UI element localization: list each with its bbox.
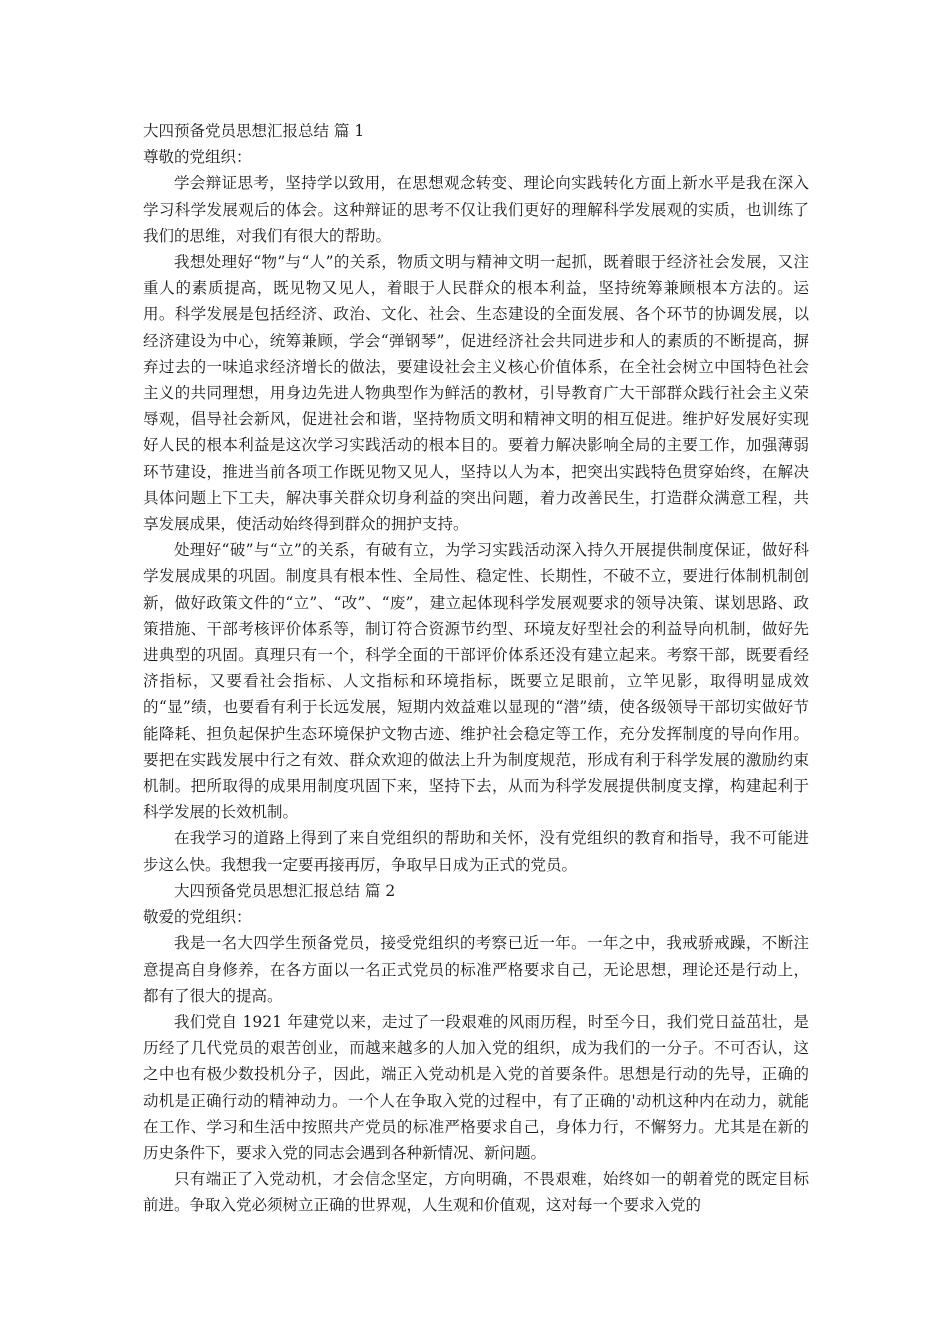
section-2-paragraph-3: 只有端正了入党动机，才会信念坚定，方向明确，不畏艰难，始终如一的朝着党的既定目标前进。争取入党必须树立正确的世界观，人生观和价值观，这对每一个要求入党的 <box>143 1170 809 1215</box>
section-2-paragraph-1: 我是一名大四学生预备党员，接受党组织的考察已近一年。一年之中，我戒骄戒躁，不断注意提高自身修养，在各方面以一名正式党员的标准严格要求自己，无论思想，理论还是行动上，都有了很大的提高。 <box>143 934 809 1005</box>
section-1-paragraph-3: 处理好“破”与“立”的关系，有破有立，为学习实践活动深入持久开展提供制度保证，做好科学发展成果的巩固。制度具有根本性、全局性、稳定性、长期性，不破不立，要进行体制机制创新，做好政策文件的“立”、“改”、“废”，建立起体现科学发展观要求的领导决策、谋划思路、政策措施、干部考核评价体系等，制订符合资源节约型、环境友好型社会的利益导向机制，做好先进典型的巩固。真理只有一个，科学全面的干部评价体系还没有建立起来。考察干部，既要看经济指标，又要看社会指标、人文指标和环境指标，既要立足眼前，立竿见影，取得明显成效的“显”绩，也要看有利于长远发展，短期内效益难以显现的“潜”绩，使各级领导干部切实做好节能降耗、担负起保护生态环境保护文物古迹、维护社会稳定等工作，充分发挥制度的导向作用。要把在实践发展中行之有效、群众欢迎的做法上升为制度规范，形成有利于科学发展的激励约束机制。把所取得的成果用制度巩固下来，坚持下去，从而为科学发展提供制度支撑，构建起利于科学发展的长效机制。 <box>143 541 809 822</box>
section-1-paragraph-4: 在我学习的道路上得到了来自党组织的帮助和关怀，没有党组织的教育和指导，我不可能进步这么快。我想我一定要再接再厉，争取早日成为正式的党员。 <box>143 829 809 874</box>
section-1-salutation: 尊敬的党组织： <box>143 148 252 167</box>
section-2-title: 大四预备党员思想汇报总结 篇 2 <box>174 881 396 900</box>
section-1-paragraph-2: 我想处理好“物”与“人”的关系，物质文明与精神文明一起抓，既着眼于经济社会发展，又注重人的素质提高，既见物又见人，着眼于人民群众的根本利益，坚持统筹兼顾根本方法的。运用。科学发展是包括经济、政治、文化、社会、生态建设的全面发展、各个环节的协调发展，以经济建设为中心，统筹兼顾，学会“弹钢琴”，促进经济社会共同进步和人的素质的不断提高，摒弃过去的一味追求经济增长的做法，要建设社会主义核心价值体系，在全社会树立中国特色社会主义的共同理想，用身边先进人物典型作为鲜活的教材，引导教育广大干部群众践行社会主义荣辱观，倡导社会新风，促进社会和谐，坚持物质文明和精神文明的相互促进。维护好发展好实现好人民的根本利益是这次学习实践活动的根本目的。要着力解决影响全局的主要工作，加强薄弱环节建设，推进当前各项工作既见物又见人，坚持以人为本，把突出实践特色贯穿始终，在解决具体问题上下工夫，解决事关群众切身利益的突出问题，着力改善民生，打造群众满意工程，共享发展成果，使活动始终得到群众的拥护支持。 <box>143 253 809 534</box>
section-2-paragraph-2: 我们党自 1921 年建党以来，走过了一段艰难的风雨历程，时至今日，我们党日益茁壮，是历经了几代党员的艰苦创业，而越来越多的人加入党的组织，成为我们的一分子。不可否认，这之中也有极少数投机分子，因此，端正入党动机是入党的首要条件。思想是行动的先导，正确的动机是正确行动的精神动力。一个人在争取入党的过程中，有了正确的'动机这种内在动力，就能在工作、学习和生活中按照共产党员的标准严格要求自己，身体力行，不懈努力。尤其是在新的历史条件下，要求入党的同志会遇到各种新情况、新问题。 <box>143 1012 809 1162</box>
section-2-salutation: 敬爱的党组织： <box>143 908 252 927</box>
section-1-paragraph-1: 学会辩证思考，坚持学以致用，在思想观念转变、理论向实践转化方面上新水平是我在深入学习科学发展观后的体会。这种辩证的思考不仅让我们更好的理解科学发展观的实质，也训练了我们的思维，对我们有很大的帮助。 <box>143 174 809 245</box>
document-body <box>143 118 809 1219</box>
section-1-title: 大四预备党员思想汇报总结 篇 1 <box>143 122 365 140</box>
